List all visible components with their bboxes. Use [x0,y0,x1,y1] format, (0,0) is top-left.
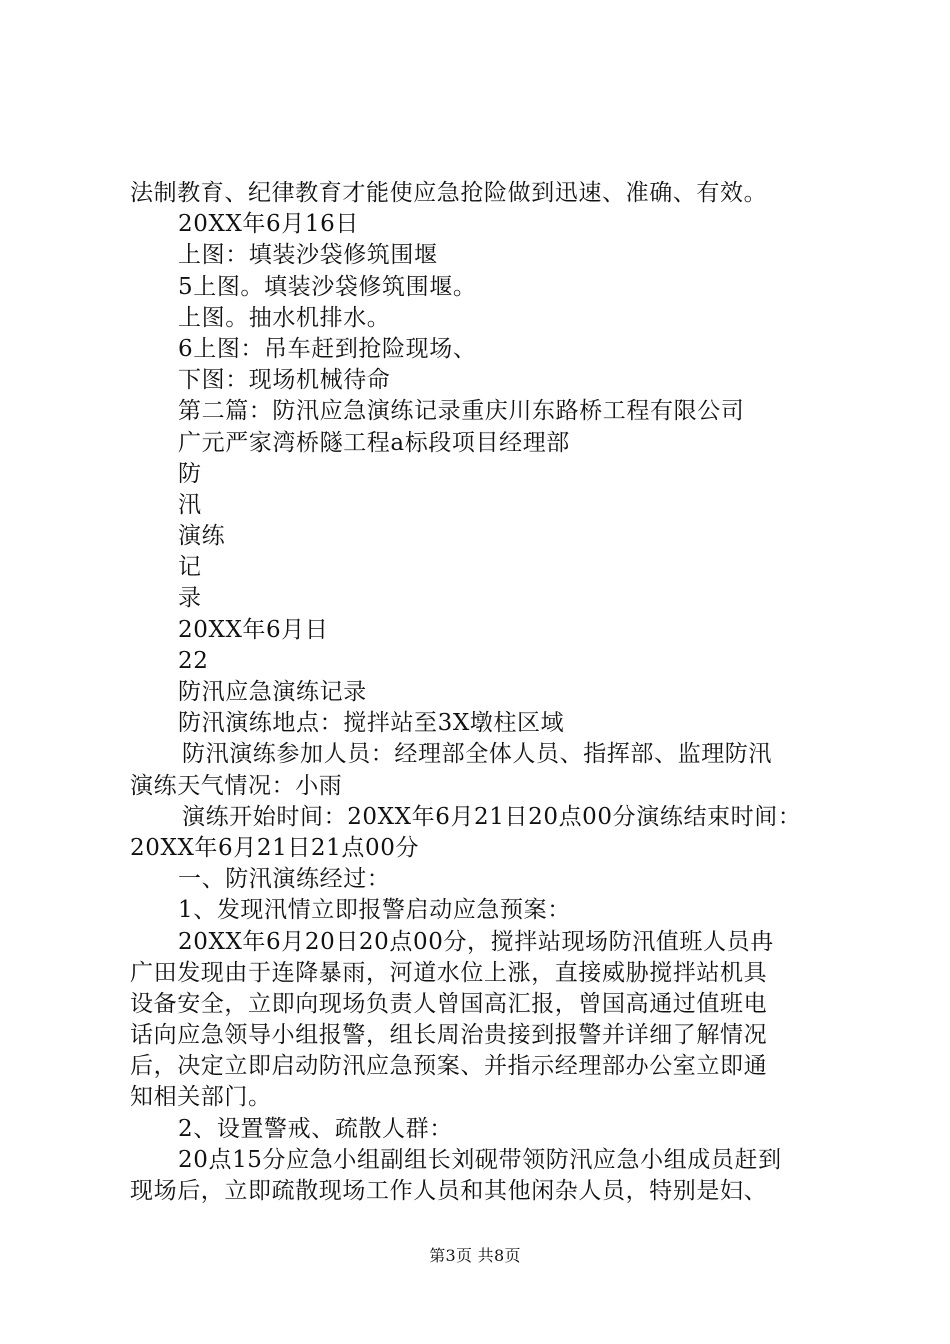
text-line: 5上图。填装沙袋修筑围堰。 [178,273,477,300]
text-line: 防汛演练参加人员：经理部全体人员、指挥部、监理防汛 [182,741,772,768]
subsection-heading: 2、设置警戒、疏散人群： [178,1115,453,1142]
text-line: 上图：填装沙袋修筑围堰 [178,242,438,269]
text-line: 20点15分应急小组副组长刘砚带领防汛应急小组成员赶到 [178,1146,782,1173]
text-line: 设备安全，立即向现场负责人曾国高汇报，曾国高通过值班电 [130,990,768,1017]
text-line: 20XX年6月21日21点00分 [130,834,420,861]
text-line: 话向应急领导小组报警，组长周治贵接到报警并详细了解情况 [130,1022,768,1049]
text-line: 知相关部门。 [130,1084,272,1111]
subsection-heading: 1、发现汛情立即报警启动应急预案： [178,897,571,924]
text-line: 20XX年6月16日 [178,211,359,238]
text-line: 现场后，立即疏散现场工作人员和其他闲杂人员，特别是妇、 [130,1178,768,1204]
title-fragment: 防 [178,460,202,487]
text-line: 广元严家湾桥隧工程a标段项目经理部 [178,429,570,456]
text-line: 演练开始时间：20XX年6月21日20点00分演练结束时间： [182,803,802,830]
text-line: 后，决定立即启动防汛应急预案、并指示经理部办公室立即通 [130,1053,768,1080]
text-line: 法制教育、纪律教育才能使应急抢险做到迅速、准确、有效。 [130,180,768,206]
text-line: 演练天气情况：小雨 [130,772,343,799]
section-heading: 第二篇：防汛应急演练记录重庆川东路桥工程有限公司 [178,398,745,425]
title-fragment: 演练 [178,523,226,550]
text-line: 广田发现由于连降暴雨，河道水位上涨，直接威胁搅拌站机具 [130,959,768,986]
text-line: 22 [178,647,209,674]
date-line: 20XX年6月日 [178,616,329,643]
page-number-footer: 第3页 共8页 [429,1246,521,1265]
text-line: 下图：现场机械待命 [178,367,391,394]
title-fragment: 汛 [178,491,202,518]
section-heading: 一、防汛演练经过： [178,866,391,893]
title-fragment: 录 [178,585,202,612]
title-fragment: 记 [178,554,202,581]
record-title: 防汛应急演练记录 [178,679,367,705]
document-body [130,178,830,1207]
text-line: 上图。抽水机排水。 [178,304,391,331]
text-line: 20XX年6月20日20点00分，搅拌站现场防汛值班人员冉 [178,928,774,955]
text-line: 6上图：吊车赶到抢险现场、 [178,335,477,362]
text-line: 防汛演练地点：搅拌站至3X墩柱区域 [178,710,565,737]
